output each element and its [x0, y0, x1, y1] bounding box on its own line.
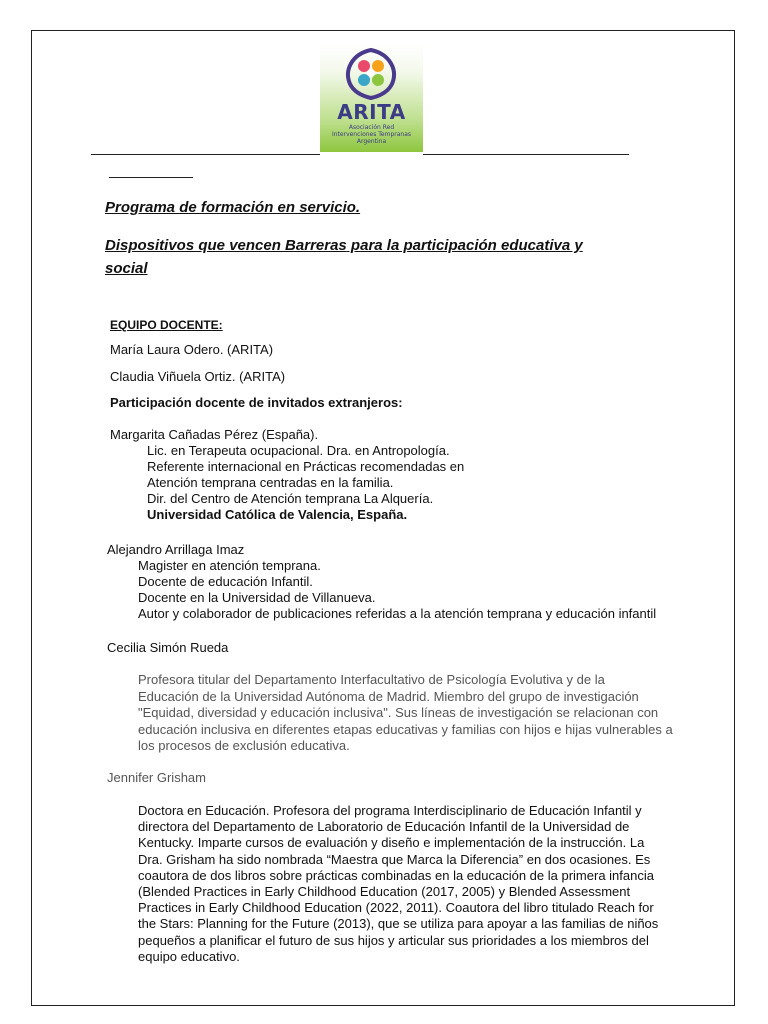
bio-line: directora del Departamento de Laboratorio de Educación Infantil de la Universidad de	[138, 819, 630, 835]
bio-line: Profesora titular del Departamento Interfacultativo de Psicología Evolutiva y de la	[138, 672, 605, 687]
guests-heading: Participación docente de invitados extranjeros:	[110, 395, 403, 410]
bio-line: Lic. en Terapeuta ocupacional. Dra. en Antropología.	[147, 443, 450, 458]
devices-title: Dispositivos que vencen Barreras para la participación educativa y	[105, 237, 583, 254]
logo-name: ARITA	[337, 100, 406, 124]
arita-emblem-icon	[340, 48, 403, 100]
bio-line: pequeños a planificar el futuro de sus hijos y articular sus prioridades a los miembros del	[138, 932, 649, 948]
bio-line: equipo educativo.	[138, 948, 240, 964]
guest-name-simon: Cecilia Simón Rueda	[107, 640, 229, 655]
bio-line: (Blended Practices in Early Childhood Education (2017, 2005) y Blended Assessment	[138, 884, 631, 900]
program-title: Programa de formación en servicio.	[105, 199, 361, 216]
bio-line: los procesos de exclusión educativa.	[138, 738, 350, 753]
bio-line: Dir. del Centro de Atención temprana La Alquería.	[147, 491, 434, 506]
team-heading: EQUIPO DOCENTE:	[110, 318, 223, 332]
header-rule-left	[91, 154, 320, 155]
bio-line: "Equidad, diversidad y educación inclusiva". Sus líneas de investigación se relacionan con	[138, 705, 659, 720]
bio-line: coautora de dos libros sobre prácticas combinadas en la educación de la primera infancia	[138, 867, 654, 883]
bio-line: Referente internacional en Prácticas recomendadas en	[147, 459, 465, 474]
bio-line: Docente de educación Infantil.	[138, 574, 313, 589]
bio-line: Atención temprana centradas en la familia.	[147, 475, 394, 490]
bio-line: the Stars: Planning for the Future (2013), que se utiliza para apoyar a las familias de niños	[138, 916, 659, 932]
guest-bio-canadas	[147, 443, 464, 523]
bio-line: Educación de la Universidad Autónoma de Madrid. Miembro del grupo de investigación	[138, 688, 639, 704]
bio-line: Autor y colaborador de publicaciones referidas a la atención temprana y educación infantil	[138, 606, 657, 621]
bio-line: Dra. Grisham ha sido nombrada “Maestra que Marca la Diferencia” en dos ocasiones. Es	[138, 851, 651, 867]
team-member: María Laura Odero. (ARITA)	[110, 342, 274, 357]
arita-logo	[320, 44, 423, 152]
bio-line: Docente en la Universidad de Villanueva.	[138, 590, 376, 605]
guest-bio-arrillaga	[138, 558, 656, 622]
guest-name-canadas: Margarita Cañadas Pérez (España).	[110, 427, 319, 442]
header-rule-right	[423, 154, 629, 155]
team-member: Claudia Viñuela Ortiz. (ARITA)	[110, 369, 286, 384]
bio-line: Practices in Early Childhood Education (2022, 2011). Coautora del libro titulado Reach for	[138, 900, 654, 916]
logo-subtitle: Asociación Red Intervenciones Tempranas Argentina	[331, 124, 412, 145]
bio-institution: Universidad Católica de Valencia, España.	[147, 507, 408, 522]
devices-title-cont: social	[105, 260, 148, 277]
guest-bio-simon	[138, 672, 673, 755]
guest-bio-grisham	[138, 803, 658, 965]
guest-name-arrillaga: Alejandro Arrillaga Imaz	[107, 542, 245, 557]
bio-line: Doctora en Educación. Profesora del programa Interdisciplinario de Educación Infantil y	[138, 803, 642, 818]
bio-line: educación inclusiva en diferentes etapas educativas y familias con hijos e hijas vulnerables a	[138, 721, 673, 737]
bio-line: Kentucky. Imparte cursos de evaluación y diseño e implementación de la instrucción. La	[138, 835, 645, 851]
short-rule	[109, 177, 193, 178]
bio-line: Magister en atención temprana.	[138, 558, 321, 573]
guest-name-grisham: Jennifer Grisham	[107, 770, 206, 785]
